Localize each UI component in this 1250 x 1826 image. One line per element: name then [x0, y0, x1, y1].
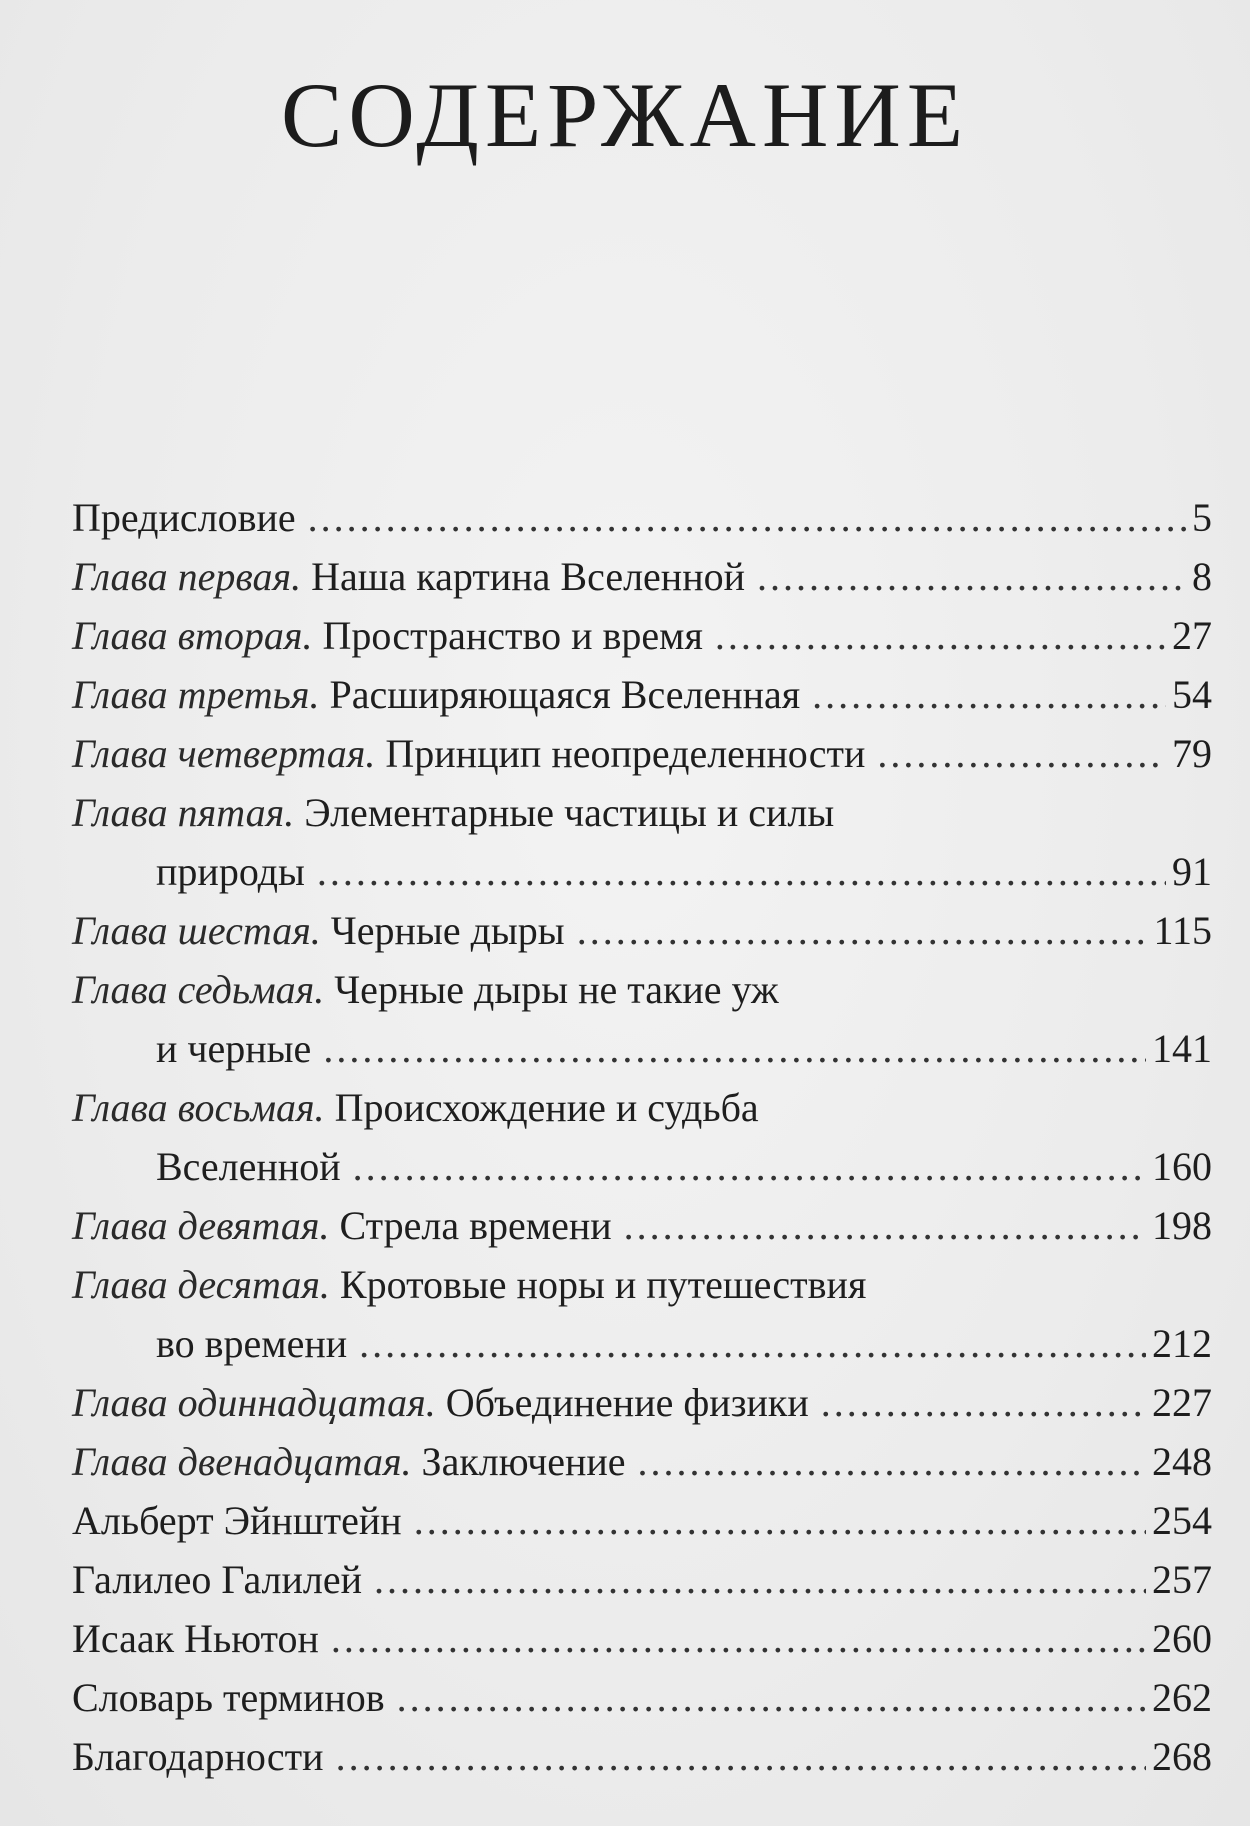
dot-leader	[638, 1432, 1146, 1491]
dot-leader	[323, 1019, 1146, 1078]
chapter-label: Глава первая.	[72, 554, 302, 599]
toc-entry[interactable]	[72, 1550, 1212, 1609]
toc-entry[interactable]	[72, 901, 1212, 960]
entry-title: Предисловие	[72, 495, 296, 540]
chapter-label: Глава девятая.	[72, 1203, 330, 1248]
dot-leader	[317, 842, 1166, 901]
page-number: 54	[1172, 672, 1212, 717]
page-number: 115	[1153, 908, 1212, 953]
page-number: 5	[1192, 495, 1212, 540]
page-number: 198	[1152, 1203, 1212, 1248]
toc-entry[interactable]	[72, 1727, 1212, 1786]
entry-title: Черные дыры не такие уж	[334, 967, 779, 1012]
dot-leader	[877, 724, 1166, 783]
page-number: 254	[1152, 1498, 1212, 1543]
page-number: 248	[1152, 1439, 1212, 1484]
entry-title: Благодарности	[72, 1734, 324, 1779]
dot-leader	[624, 1196, 1146, 1255]
entry-title-continuation: Вселенной	[156, 1144, 341, 1189]
chapter-label: Глава седьмая.	[72, 967, 325, 1012]
page-number: 212	[1152, 1321, 1212, 1366]
dot-leader	[715, 606, 1166, 665]
toc-entry-continuation[interactable]	[72, 1019, 1212, 1078]
chapter-label: Глава шестая.	[72, 908, 321, 953]
page-number: 91	[1172, 849, 1212, 894]
toc-entry[interactable]	[72, 1668, 1212, 1727]
toc-entry-continuation[interactable]	[72, 1314, 1212, 1373]
page-number: 8	[1192, 554, 1212, 599]
entry-title: Расширяющаяся Вселенная	[329, 672, 801, 717]
entry-title: Объединение физики	[445, 1380, 809, 1425]
toc-entry[interactable]	[72, 1196, 1212, 1255]
chapter-label: Глава одиннадцатая.	[72, 1380, 436, 1425]
dot-leader	[353, 1137, 1146, 1196]
page-number: 160	[1152, 1144, 1212, 1189]
toc-entry[interactable]	[72, 1255, 1212, 1314]
page-number: 257	[1152, 1557, 1212, 1602]
entry-title: Словарь терминов	[72, 1675, 385, 1720]
entry-title: Наша картина Вселенной	[311, 554, 745, 599]
dot-leader	[757, 547, 1186, 606]
dot-leader	[397, 1668, 1146, 1727]
chapter-label: Глава пятая.	[72, 790, 295, 835]
chapter-label: Глава двенадцатая.	[72, 1439, 412, 1484]
chapter-label: Глава вторая.	[72, 613, 313, 658]
chapter-label: Глава третья.	[72, 672, 320, 717]
toc-entry-continuation[interactable]	[72, 1137, 1212, 1196]
entry-title: Исаак Ньютон	[72, 1616, 319, 1661]
page-number: 27	[1172, 613, 1212, 658]
toc-entry[interactable]	[72, 783, 1212, 842]
entry-title: Принцип неопределенности	[385, 731, 866, 776]
entry-title-continuation: и черные	[156, 1026, 312, 1071]
chapter-label: Глава десятая.	[72, 1262, 330, 1307]
dot-leader	[308, 488, 1186, 547]
toc-entry[interactable]	[72, 1078, 1212, 1137]
entry-title: Кротовые норы и путешествия	[339, 1262, 867, 1307]
table-of-contents	[72, 488, 1212, 1786]
toc-entry[interactable]	[72, 960, 1212, 1019]
entry-title: Стрела времени	[339, 1203, 612, 1248]
toc-entry[interactable]	[72, 665, 1212, 724]
page-number: 141	[1152, 1026, 1212, 1071]
page-number: 227	[1152, 1380, 1212, 1425]
entry-title: Черные дыры	[330, 908, 565, 953]
entry-title: Галилео Галилей	[72, 1557, 363, 1602]
page-number: 262	[1152, 1675, 1212, 1720]
toc-entry[interactable]	[72, 1609, 1212, 1668]
entry-title: Происхождение и судьба	[334, 1085, 759, 1130]
dot-leader	[359, 1314, 1146, 1373]
chapter-label: Глава четвертая.	[72, 731, 376, 776]
chapter-label: Глава восьмая.	[72, 1085, 325, 1130]
toc-entry[interactable]	[72, 1491, 1212, 1550]
toc-entry[interactable]	[72, 724, 1212, 783]
dot-leader	[331, 1609, 1146, 1668]
dot-leader	[336, 1727, 1146, 1786]
dot-leader	[414, 1491, 1146, 1550]
toc-entry[interactable]	[72, 606, 1212, 665]
entry-title-continuation: во времени	[156, 1321, 348, 1366]
entry-title: Пространство и время	[322, 613, 703, 658]
dot-leader	[821, 1373, 1146, 1432]
entry-title: Заключение	[421, 1439, 626, 1484]
toc-entry[interactable]	[72, 547, 1212, 606]
toc-entry[interactable]	[72, 1432, 1212, 1491]
dot-leader	[812, 665, 1166, 724]
page-number: 79	[1172, 731, 1212, 776]
dot-leader	[577, 901, 1148, 960]
toc-entry[interactable]	[72, 488, 1212, 547]
entry-title: Альберт Эйнштейн	[72, 1498, 402, 1543]
toc-entry-continuation[interactable]	[72, 842, 1212, 901]
dot-leader	[374, 1550, 1146, 1609]
entry-title: Элементарные частицы и силы	[304, 790, 835, 835]
entry-title-continuation: природы	[156, 849, 305, 894]
page-number: 260	[1152, 1616, 1212, 1661]
page-title: СОДЕРЖАНИЕ	[280, 64, 970, 166]
toc-entry[interactable]	[72, 1373, 1212, 1432]
page-number: 268	[1152, 1734, 1212, 1779]
